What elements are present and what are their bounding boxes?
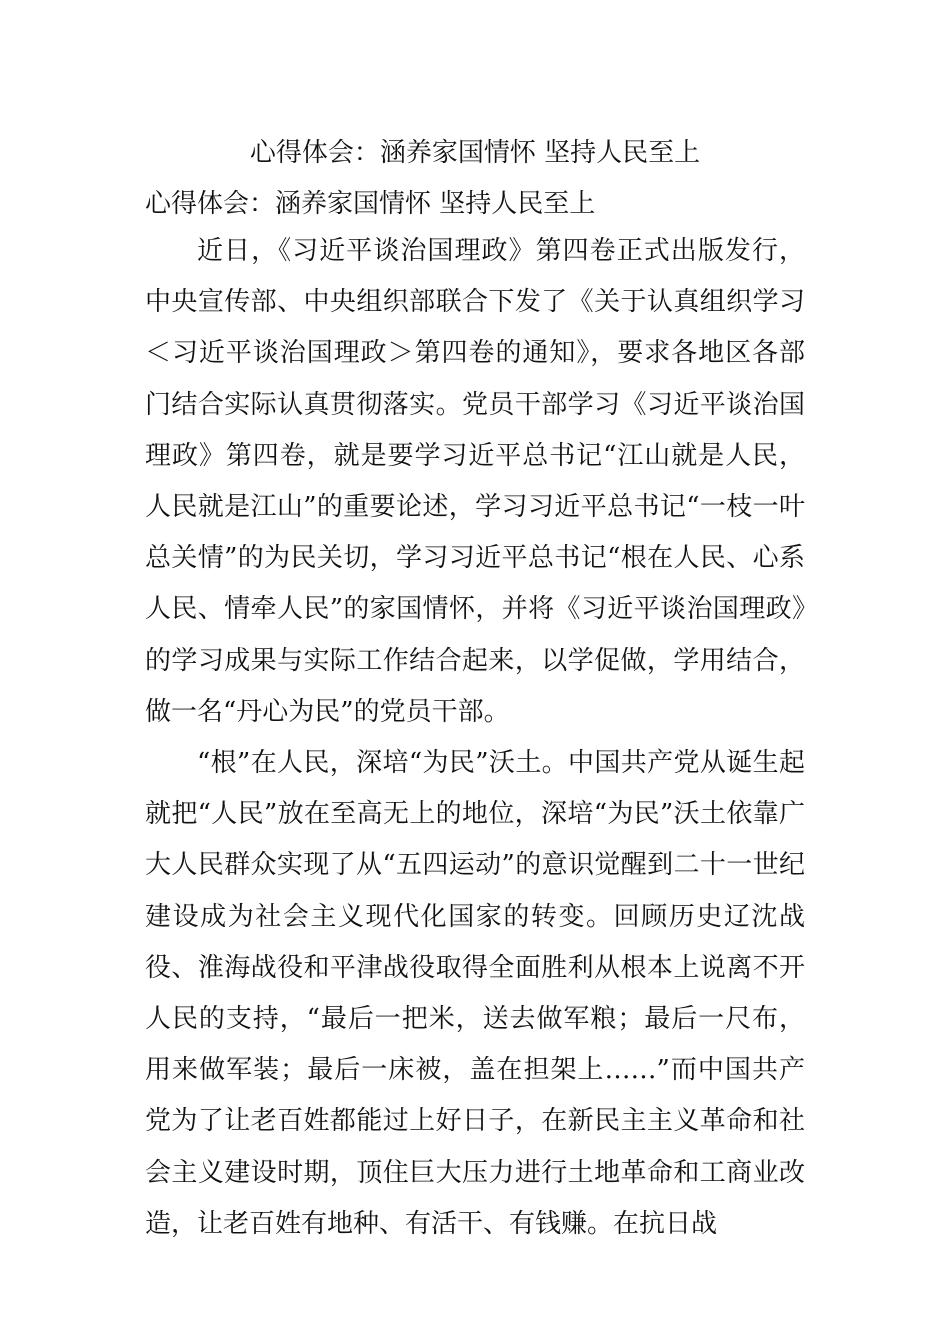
document-body: [145, 226, 805, 1250]
paragraph-2: “根”在人民，深培“为民”沃土。中国共产党从诞生起就把“人民”放在至高无上的地位，深培“为民”沃土依靠广大人民群众实现了从“五四运动”的意识觉醒到二十一世纪建设成为社会主义现代化国家的转变。回顾历史辽沈战役、淮海战役和平津战役取得全面胜利从根本上说离不开人民的支持，“最后一把米，送去做军粮；最后一尺布，用来做军装；最后一床被，盖在担架上……”而中国共产党为了让老百姓都能过上好日子，在新民主主义革命和社会主义建设时期，顶住巨大压力进行土地革命和工商业改造，让老百姓有地种、有活干、有钱赚。在抗日战: [145, 748, 805, 1239]
paragraph-1: 近日，《习近平谈治国理政》第四卷正式出版发行，中央宣传部、中央组织部联合下发了《关于认真组织学习＜习近平谈治国理政＞第四卷的通知》，要求各地区各部门结合实际认真贯彻落实。党员干部学习《习近平谈治国理政》第四卷，就是要学习近平总书记“江山就是人民，人民就是江山”的重要论述，学习习近平总书记“一枝一叶总关情”的为民关切，学习习近平总书记“根在人民、心系人民、情牵人民”的家国情怀，并将《习近平谈治国理政》的学习成果与实际工作结合起来，以学促做，学用结合，做一名“丹心为民”的党员干部。: [145, 236, 805, 727]
document-subtitle: 心得体会：涵养家国情怀 坚持人民至上: [145, 189, 596, 219]
document-title: 心得体会：涵养家国情怀 坚持人民至上: [249, 138, 701, 168]
